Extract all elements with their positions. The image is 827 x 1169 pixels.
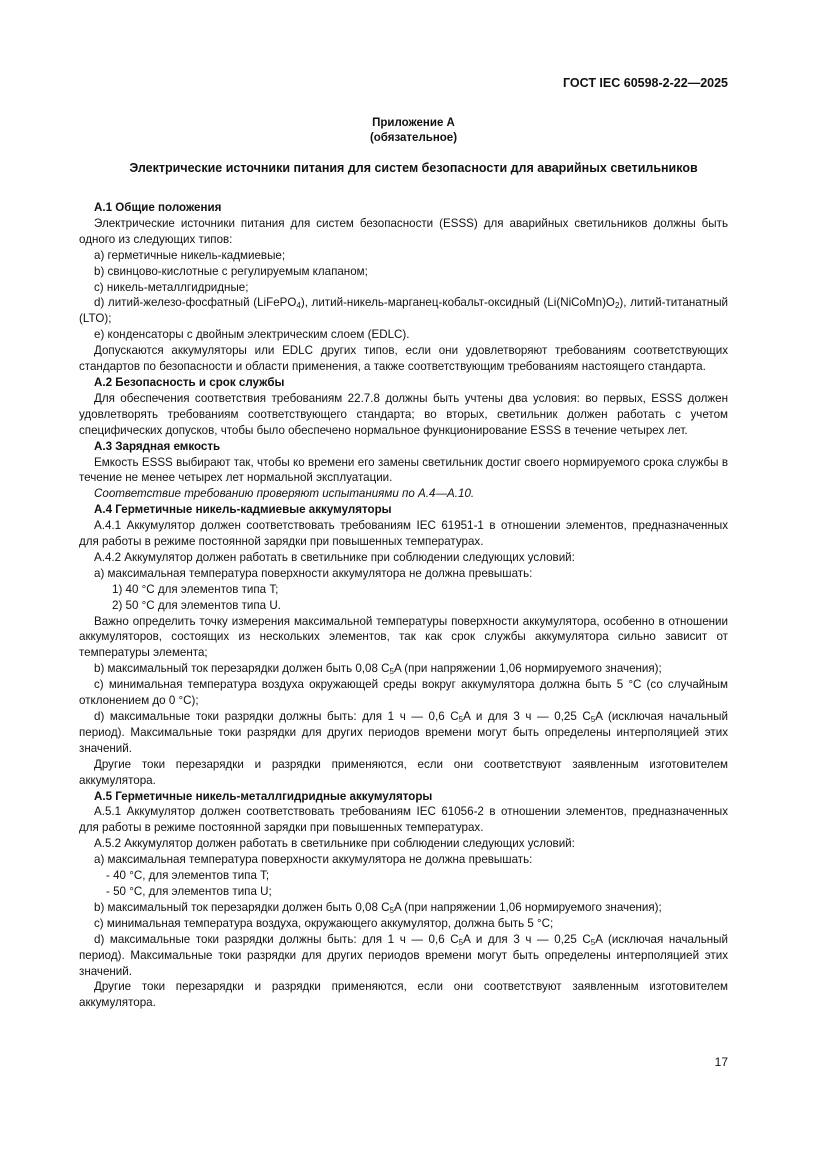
sub-list-item: - 50 °C, для элементов типа U; bbox=[106, 884, 272, 898]
subscript: 2 bbox=[614, 301, 620, 311]
subscript: 5 bbox=[458, 715, 464, 724]
section-heading-a2: А.2 Безопасность и срок службы bbox=[94, 375, 285, 389]
text-run: d) литий-железо-фосфатный (LiFePO bbox=[94, 296, 297, 310]
standard-designation: ГОСТ IEC 60598-2-22—2025 bbox=[562, 76, 728, 90]
list-item: a) максимальная температура поверхности аккумулятора не должна превышать: bbox=[94, 566, 533, 580]
paragraph: Другие токи перезарядки и разрядки применяются, если они соответствуют заявленным изготовителем аккумулятора. bbox=[79, 757, 728, 787]
paragraph: А.4.2 Аккумулятор должен работать в светильнике при соблюдении следующих условий: bbox=[94, 550, 575, 564]
subscript: 5 bbox=[389, 905, 394, 915]
subscript: 5 bbox=[590, 715, 596, 724]
paragraph: Другие токи перезарядки и разрядки применяются, если они соответствуют заявленным изготовителем аккумулятора. bbox=[79, 980, 728, 1010]
paragraph: А.5.1 Аккумулятор должен соответствовать требованиям IEC 61056-2 в отношении элементов, предназначенных для работы в режиме постоянной зарядки при повышенных температурах. bbox=[79, 805, 728, 835]
list-item bbox=[79, 709, 728, 757]
appendix-header bbox=[0, 116, 827, 146]
text-run: ), литий-титанатный (LTO); bbox=[79, 296, 729, 326]
subscript: 4 bbox=[296, 301, 301, 311]
subscript: 5 bbox=[590, 937, 596, 947]
list-item: b) свинцово-кислотные с регулируемым клапаном; bbox=[94, 264, 368, 278]
paragraph: А.5.2 Аккумулятор должен работать в светильнике при соблюдении следующих условий: bbox=[94, 837, 575, 851]
text-run: A и для 3 ч — 0,25 C bbox=[463, 710, 591, 723]
section-heading-a5: А.5 Герметичные никель-металлгидридные аккумуляторы bbox=[94, 789, 433, 803]
paragraph: А.4.1 Аккумулятор должен соответствовать требованиям IEC 61951-1 в отношении элементов, предназначенных для работы в режиме постоянной зарядки при повышенных температурах. bbox=[79, 519, 728, 549]
paragraph: Допускаются аккумуляторы или EDLC других типов, если они удовлетворяют требованиям соответствующих стандартов по безопасности и области применения, а также соответствующим требованиям настоящего стандарта. bbox=[79, 344, 728, 374]
document-body bbox=[79, 200, 728, 1011]
sub-list-item: - 40 °C, для элементов типа T; bbox=[106, 869, 270, 883]
list-item: a) герметичные никель-кадмиевые; bbox=[94, 248, 286, 262]
text-run: ), литий-никель-марганец-кобальт-оксидный (Li(NiCoMn)O bbox=[300, 296, 615, 310]
text-run: A (при напряжении 1,06 нормируемого значения); bbox=[393, 900, 662, 914]
list-item: c) никель-металлгидридные; bbox=[94, 280, 249, 294]
subscript: 5 bbox=[458, 937, 464, 947]
list-item: a) максимальная температура поверхности аккумулятора не должна превышать: bbox=[94, 853, 533, 867]
text-run: A и для 3 ч — 0,25 C bbox=[463, 932, 591, 946]
appendix-heading: Электрические источники питания для систем безопасности для аварийных светильников bbox=[129, 161, 698, 175]
paragraph: Для обеспечения соответствия требованиям 22.7.8 должны быть учтены два условия: во первых, ESSS должен удовлетворять требованиям соответствующего стандарта; во вторых, светильник должен работать с учетом специфических допусков, чтобы было обеспечено нормальное функционирование ESSS в течение четырех лет. bbox=[79, 391, 728, 437]
list-item bbox=[79, 661, 728, 677]
text-run: d) максимальные токи разрядки должны быть: для 1 ч — 0,6 C bbox=[94, 932, 459, 946]
text-run: b) максимальный ток перезарядки должен быть 0,08 C bbox=[94, 662, 390, 676]
text-run: A (исключая начальный период). Максимальные токи разрядки для других периодов времени могут быть определены интерполяцией этих значений. bbox=[79, 932, 728, 978]
section-heading-a1: А.1 Общие положения bbox=[94, 201, 222, 214]
text-run: b) максимальный ток перезарядки должен быть 0,08 C bbox=[94, 900, 390, 914]
list-item: c) минимальная температура воздуха, окружающего аккумулятор, должна быть 5 °C; bbox=[94, 916, 554, 930]
appendix-title: Приложение А bbox=[372, 117, 455, 129]
list-item bbox=[79, 295, 728, 327]
page-number: 17 bbox=[714, 1055, 728, 1069]
list-item: e) конденсаторы с двойным электрическим слоем (EDLC). bbox=[94, 328, 410, 342]
list-item bbox=[79, 900, 728, 916]
paragraph: Емкость ESSS выбирают так, чтобы ко времени его замены светильник достиг своего нормируемого срока службы в течение не менее четырех лет нормальной эксплуатации. bbox=[79, 455, 728, 485]
text-run: A (при напряжении 1,06 нормируемого значения); bbox=[393, 662, 662, 676]
sub-list-item: 2) 50 °C для элементов типа U. bbox=[112, 598, 281, 612]
compliance-note: Соответствие требованию проверяют испытаниями по А.4—А.10. bbox=[94, 487, 475, 501]
text-run: d) максимальные токи разрядки должны быть: для 1 ч — 0,6 C bbox=[94, 710, 459, 723]
subscript: 5 bbox=[389, 667, 394, 677]
paragraph: Электрические источники питания для систем безопасности (ESSS) для аварийных светильников должны быть одного из следующих типов: bbox=[79, 216, 728, 246]
paragraph: Важно определить точку измерения максимальной температуры поверхности аккумулятора, особенно в отношении аккумуляторов, состоящих из нескольких элементов, так как срок службы аккумулятора сильно зависит от температуры элемента; bbox=[79, 614, 728, 660]
appendix-status: (обязательное) bbox=[369, 132, 458, 144]
section-heading-a4: А.4 Герметичные никель-кадмиевые аккумуляторы bbox=[94, 503, 392, 517]
section-heading-a3: А.3 Зарядная емкость bbox=[94, 439, 221, 453]
list-item: c) минимальная температура воздуха окружающей среды вокруг аккумулятора должна быть 5 °C (со случайным отклонением до 0 °C); bbox=[79, 678, 728, 708]
sub-list-item: 1) 40 °C для элементов типа T; bbox=[112, 582, 279, 596]
text-run: A (исключая начальный период). Максимальные токи разрядки для других периодов времени могут быть определены интерполяцией этих значений. bbox=[79, 710, 728, 755]
list-item bbox=[79, 932, 728, 980]
